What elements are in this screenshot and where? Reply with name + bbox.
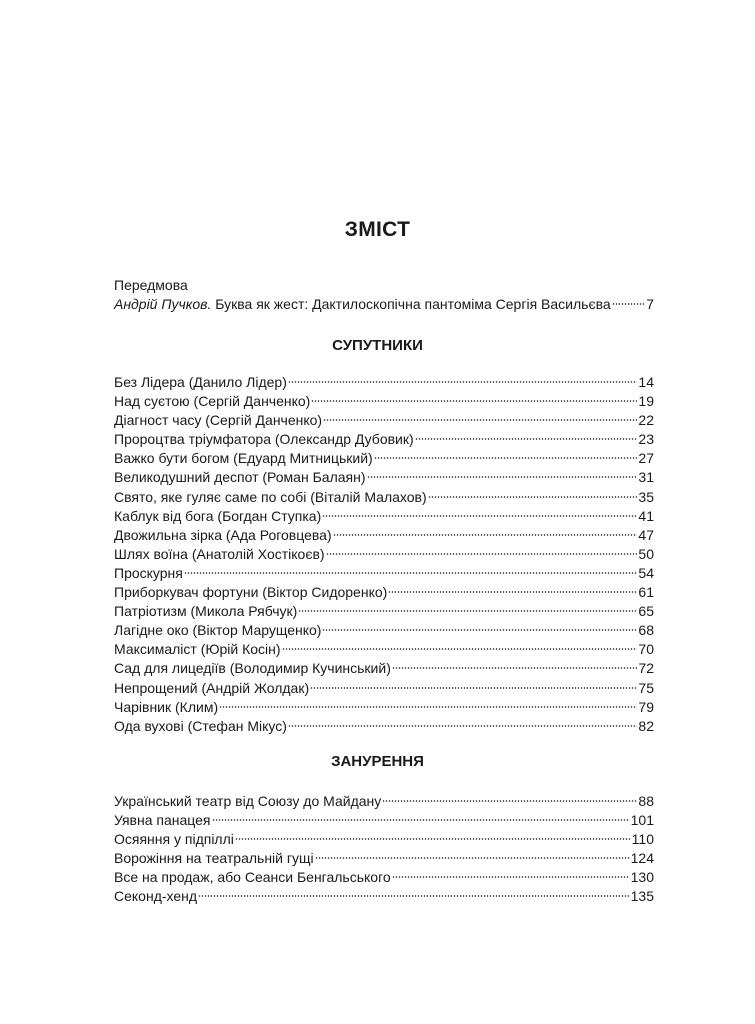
toc-entry[interactable]: [114, 430, 654, 449]
dot-leader: [388, 590, 637, 594]
toc-entry[interactable]: [114, 602, 654, 621]
toc-entry-title: Ода вухові (Стефан Мікус): [114, 717, 287, 734]
dot-leader: [374, 456, 638, 460]
toc-entry-title: Сад для лицедіїв (Володимир Кучинський): [114, 660, 391, 677]
toc-entry-title: Максималіст (Юрій Косін): [114, 641, 281, 658]
dot-leader: [612, 302, 646, 306]
toc-page-number: 19: [638, 393, 654, 410]
toc-page-number: 50: [638, 545, 654, 562]
dot-leader: [315, 856, 630, 860]
dot-leader: [198, 894, 630, 898]
toc-page-number: 110: [631, 831, 654, 848]
toc-entry-title: Шлях воїна (Анатолій Хостікоєв): [114, 545, 325, 562]
toc-entry[interactable]: [114, 526, 654, 545]
section-heading-suputnyky: СУПУТНИКИ: [332, 337, 423, 354]
toc-page-number: 65: [638, 603, 654, 620]
preface-label: Передмова: [114, 277, 188, 293]
toc-page-number: 130: [630, 869, 654, 886]
toc-entry[interactable]: [114, 659, 654, 678]
dot-leader: [282, 647, 638, 651]
preface-entry-title: [114, 295, 611, 314]
dot-leader: [382, 799, 637, 803]
toc-entry[interactable]: [114, 564, 654, 583]
toc-entry[interactable]: [114, 468, 654, 487]
toc-entry[interactable]: [114, 868, 654, 887]
preface-block: [114, 276, 654, 314]
dot-leader: [288, 380, 638, 384]
toc-entry-title: Двожильна зірка (Ада Роговцева): [114, 526, 332, 543]
toc-entry[interactable]: [114, 411, 654, 430]
toc-page-number: 27: [638, 450, 654, 467]
toc-entry[interactable]: [114, 830, 654, 849]
dot-leader: [428, 495, 638, 499]
toc-entry[interactable]: [114, 621, 654, 640]
dot-leader: [333, 533, 638, 537]
toc-entry-title: Проскурня: [114, 564, 183, 581]
dot-leader: [367, 475, 638, 479]
toc-entry-title: Все на продаж, або Сеанси Бенгальського: [114, 869, 391, 886]
toc-page-number: 75: [638, 679, 654, 696]
dot-leader: [322, 514, 637, 518]
toc-entry-title: Український театр від Союзу до Майдану: [114, 793, 382, 809]
toc-page-number: 31: [638, 469, 654, 486]
toc-entry[interactable]: [114, 698, 654, 717]
toc-entry[interactable]: [114, 717, 654, 736]
toc-page-number: 35: [638, 488, 654, 505]
toc-entry[interactable]: [114, 887, 654, 906]
toc-page-number: 14: [638, 374, 654, 390]
toc-page-number: 70: [638, 641, 654, 658]
toc-entry-title: Лагідне око (Віктор Марущенко): [114, 622, 322, 639]
toc-page-number: 41: [638, 507, 654, 524]
dot-leader: [392, 875, 630, 879]
preface-author: Андрій Пучков.: [114, 296, 212, 312]
toc-entry-title: Великодушний деспот (Роман Балаян): [114, 469, 366, 486]
toc-entry[interactable]: [114, 507, 654, 526]
dot-leader: [184, 571, 638, 575]
toc-page-number: 47: [638, 526, 654, 543]
toc-page-number: 82: [638, 717, 654, 734]
toc-entry[interactable]: [114, 849, 654, 868]
toc-entry[interactable]: [114, 583, 654, 602]
toc-entry-title: Приборкувач фортуни (Віктор Сидоренко): [114, 584, 388, 601]
toc-entry-title: Уявна панацея: [114, 812, 211, 829]
dot-leader: [219, 705, 637, 709]
dot-leader: [288, 724, 638, 728]
toc-entry[interactable]: [114, 792, 654, 811]
dot-leader: [212, 818, 630, 822]
toc-page-number: 22: [638, 412, 654, 429]
page-title: ЗМІСТ: [344, 218, 411, 241]
toc-entry-title: Важко бути богом (Едуард Митницький): [114, 450, 373, 467]
toc-entry-title: Осяяння у підпіллі: [114, 831, 234, 848]
toc-entry[interactable]: [114, 373, 654, 392]
toc-entry-title: Патріотизм (Микола Рябчук): [114, 603, 298, 620]
toc-page-number: 135: [630, 888, 654, 905]
dot-leader: [326, 552, 638, 556]
dot-leader: [392, 666, 638, 670]
toc-page-number: 54: [638, 564, 654, 581]
toc-entry[interactable]: [114, 545, 654, 564]
toc-entry[interactable]: [114, 392, 654, 411]
preface-title: Буква як жест: Дактилоскопічна пантоміма Сергія Васильєва: [215, 296, 611, 312]
toc-list-zanurennia: [114, 792, 654, 907]
toc-entry-title: Секонд-хенд: [114, 888, 198, 905]
toc-entry[interactable]: [114, 640, 654, 659]
toc-page-number: 101: [630, 812, 654, 829]
dot-leader: [235, 837, 631, 841]
toc-entry-title: Над суєтою (Сергій Данченко): [114, 393, 311, 410]
toc-entry-title: Чарівник (Клим): [114, 698, 219, 715]
dot-leader: [310, 686, 637, 690]
toc-page-number: 79: [638, 698, 654, 715]
dot-leader: [322, 628, 637, 632]
toc-entry-title: Діагност часу (Сергій Данченко): [114, 412, 323, 429]
toc-entry[interactable]: [114, 488, 654, 507]
toc-page-number: 88: [638, 793, 654, 809]
toc-page-number: 61: [638, 584, 654, 601]
toc-entry[interactable]: [114, 811, 654, 830]
toc-entry-title: Свято, яке гуляє саме по собі (Віталій Малахов): [114, 488, 427, 505]
toc-list-suputnyky: [114, 373, 654, 736]
dot-leader: [323, 418, 637, 422]
toc-entry[interactable]: [114, 449, 654, 468]
toc-entry-title: Пророцтва тріумфатора (Олександр Дубовик): [114, 431, 414, 448]
toc-entry-title: Непрощений (Андрій Жолдак): [114, 679, 310, 696]
dot-leader: [415, 437, 638, 441]
toc-entry-title: Каблук від бога (Богдан Ступка): [114, 507, 322, 524]
toc-page-number: 72: [638, 660, 654, 677]
dot-leader: [298, 609, 637, 613]
toc-entry-title: Без Лідера (Данило Лідер): [114, 374, 287, 390]
toc-entry[interactable]: [114, 679, 654, 698]
section-heading-zanurennia: ЗАНУРЕННЯ: [331, 753, 424, 770]
dot-leader: [311, 399, 637, 403]
toc-page-number: 124: [630, 850, 654, 867]
toc-page-number: 23: [638, 431, 654, 448]
toc-entry-title: Ворожіння на театральній гущі: [114, 850, 314, 867]
toc-page-number: 68: [638, 622, 654, 639]
preface-entry[interactable]: [114, 295, 654, 314]
preface-page-number: 7: [646, 296, 654, 312]
